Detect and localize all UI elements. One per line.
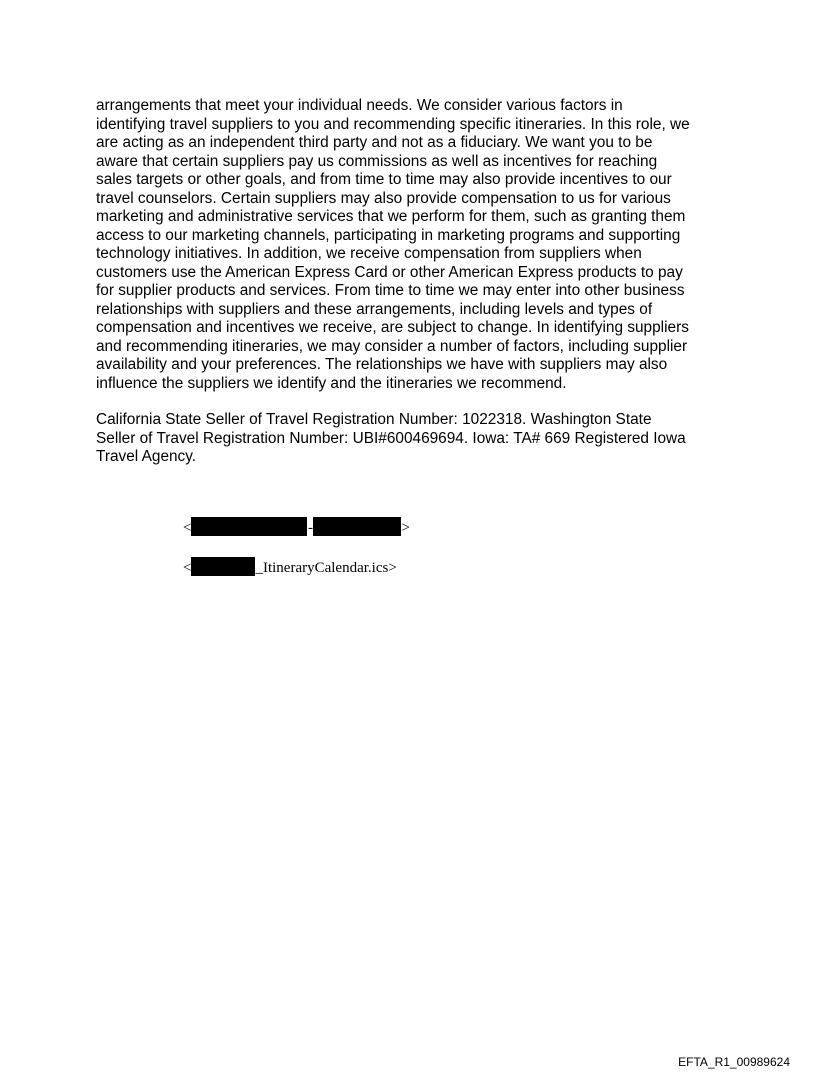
supplier-disclosure-paragraph [96,97,736,393]
attachment-separator: - [307,520,313,536]
redaction-block [191,557,255,576]
disclosure-line: aware that certain suppliers pay us commissions as well as incentives for reaching [96,152,658,170]
disclosure-line: and recommending itineraries, we may consider a number of factors, including supplier [96,337,688,355]
redaction-block [191,517,307,536]
disclosure-line: influence the suppliers we identify and the itineraries we recommend. [96,374,567,392]
disclosure-line: compensation and incentives we receive, are subject to change. In identifying suppliers [96,319,689,336]
disclosure-line: relationships with suppliers and these arrangements, including levels and types of [96,300,653,318]
attachment-open-bracket: < [183,520,192,536]
registration-line: Travel Agency. [96,448,197,465]
disclosure-line: marketing and administrative services that we perform for them, such as granting them [96,208,686,225]
registration-line: Seller of Travel Registration Number: UBI#600469694. Iowa: TA# 669 Registered Iowa [96,429,686,447]
attachment-close-bracket: > [401,520,410,536]
disclosure-line: technology initiatives. In addition, we receive compensation from suppliers when [96,245,642,262]
disclosure-line: travel counselors. Certain suppliers may also provide compensation to us for various [96,189,671,207]
disclosure-line: are acting as an independent third party and not as a fiduciary. We want you to be [96,134,653,151]
registration-line: California State Seller of Travel Registration Number: 1022318. Washington State [96,411,652,428]
redaction-block [313,517,401,536]
attachment-open-bracket: < [183,560,192,576]
document-id-stamp: EFTA_R1_00989624 [678,1055,790,1069]
disclosure-line: access to our marketing channels, participating in marketing programs and supporting [96,226,681,244]
disclosure-line: identifying travel suppliers to you and recommending specific itineraries. In this role, we [96,115,690,133]
disclosure-line: availability and your preferences. The relationships we have with suppliers may also [96,356,668,373]
registration-paragraph [96,411,736,467]
disclosure-line: customers use the American Express Card or other American Express products to pay [96,263,683,281]
attachment-link[interactable] [183,517,410,538]
disclosure-line: sales targets or other goals, and from time to time may also provide incentives to our [96,171,672,188]
attachment-filename-suffix: _ItineraryCalendar.ics> [255,560,397,576]
disclosure-line: arrangements that meet your individual needs. We consider various factors in [96,97,623,114]
calendar-attachment-link[interactable] [183,557,397,578]
disclosure-line: for supplier products and services. From time to time we may enter into other business [96,282,685,299]
